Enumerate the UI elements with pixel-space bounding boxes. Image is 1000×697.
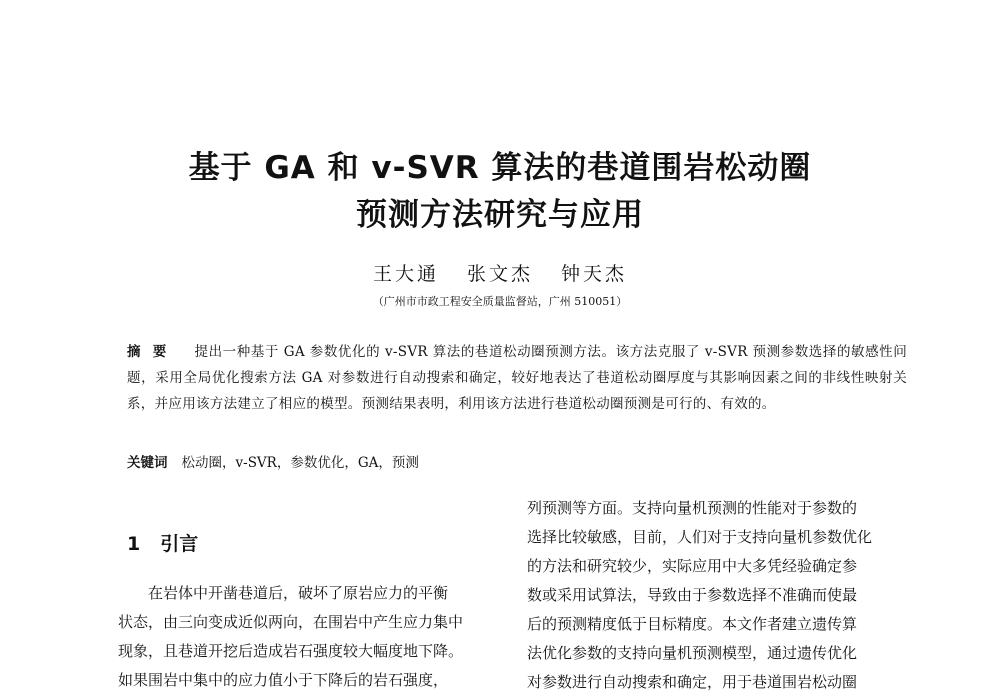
author-list <box>0 259 1000 286</box>
keywords <box>127 452 907 474</box>
author-affiliation: （广州市市政工程安全质量监督站，广州 510051） <box>372 295 628 308</box>
abstract-text: 提出一种基于 GA 参数优化的 v-SVR 算法的巷道松动圈预测方法。该方法克服了 v-SVR 预测参数选择的敏感性问题，采用全局优化搜索方法 GA 对参数进行自动搜索和确定，较好地表达了巷道松动圈厚度与其影响因素之间的非线性映射关系，并应用该方法建立了相应的模型。预测结果表明，利用该方法进行巷道松动圈预测是可行的、有效的。 <box>127 344 908 412</box>
keywords-text: 松动圈，v-SVR，参数优化，GA，预测 <box>181 455 419 471</box>
section-title: 引言 <box>160 533 199 555</box>
abstract-label: 摘要 <box>127 344 179 360</box>
author-name: 张文杰 <box>466 263 533 285</box>
body-column-left <box>118 579 516 695</box>
body-text-line: 在岩体中开凿巷道后，破坏了原岩应力的平衡 <box>148 584 449 602</box>
section-heading <box>127 529 198 556</box>
author-name: 钟天杰 <box>561 263 628 285</box>
body-column-right <box>527 494 909 697</box>
body-text-line: 列预测等方面。支持向量机预测的性能对于参数的 <box>527 499 858 517</box>
body-text-line: 的方法和研究较少，实际应用中大多凭经验确定参 <box>527 557 858 575</box>
section-number: 1 <box>127 533 141 555</box>
paper-title-line-2: 预测方法研究与应用 <box>356 197 644 233</box>
body-text-line: 如果围岩中集中的应力值小于下降后的岩石强度， <box>118 671 449 689</box>
body-text-line: 选择比较敏感，目前，人们对于支持向量机参数优化 <box>527 528 873 546</box>
body-text-line: 对参数进行自动搜索和确定，用于巷道围岩松动圈 <box>527 673 858 691</box>
author-name: 王大通 <box>372 263 439 285</box>
paper-title-line-1: 基于 GA 和 v-SVR 算法的巷道围岩松动圈 <box>188 150 812 186</box>
body-text-line: 法优化参数的支持向量机预测模型，通过遗传优化 <box>527 644 858 662</box>
keywords-label: 关键词 <box>127 455 168 471</box>
body-text-line: 数或采用试算法，导致由于参数选择不准确而使最 <box>527 586 858 604</box>
body-text-line: 后的预测精度低于目标精度。本文作者建立遗传算 <box>527 615 858 633</box>
abstract <box>127 339 907 417</box>
body-text-line: 现象，且巷道开挖后造成岩石强度较大幅度地下降。 <box>118 642 464 660</box>
body-text-line: 状态，由三向变成近似两向，在围岩中产生应力集中 <box>118 613 464 631</box>
